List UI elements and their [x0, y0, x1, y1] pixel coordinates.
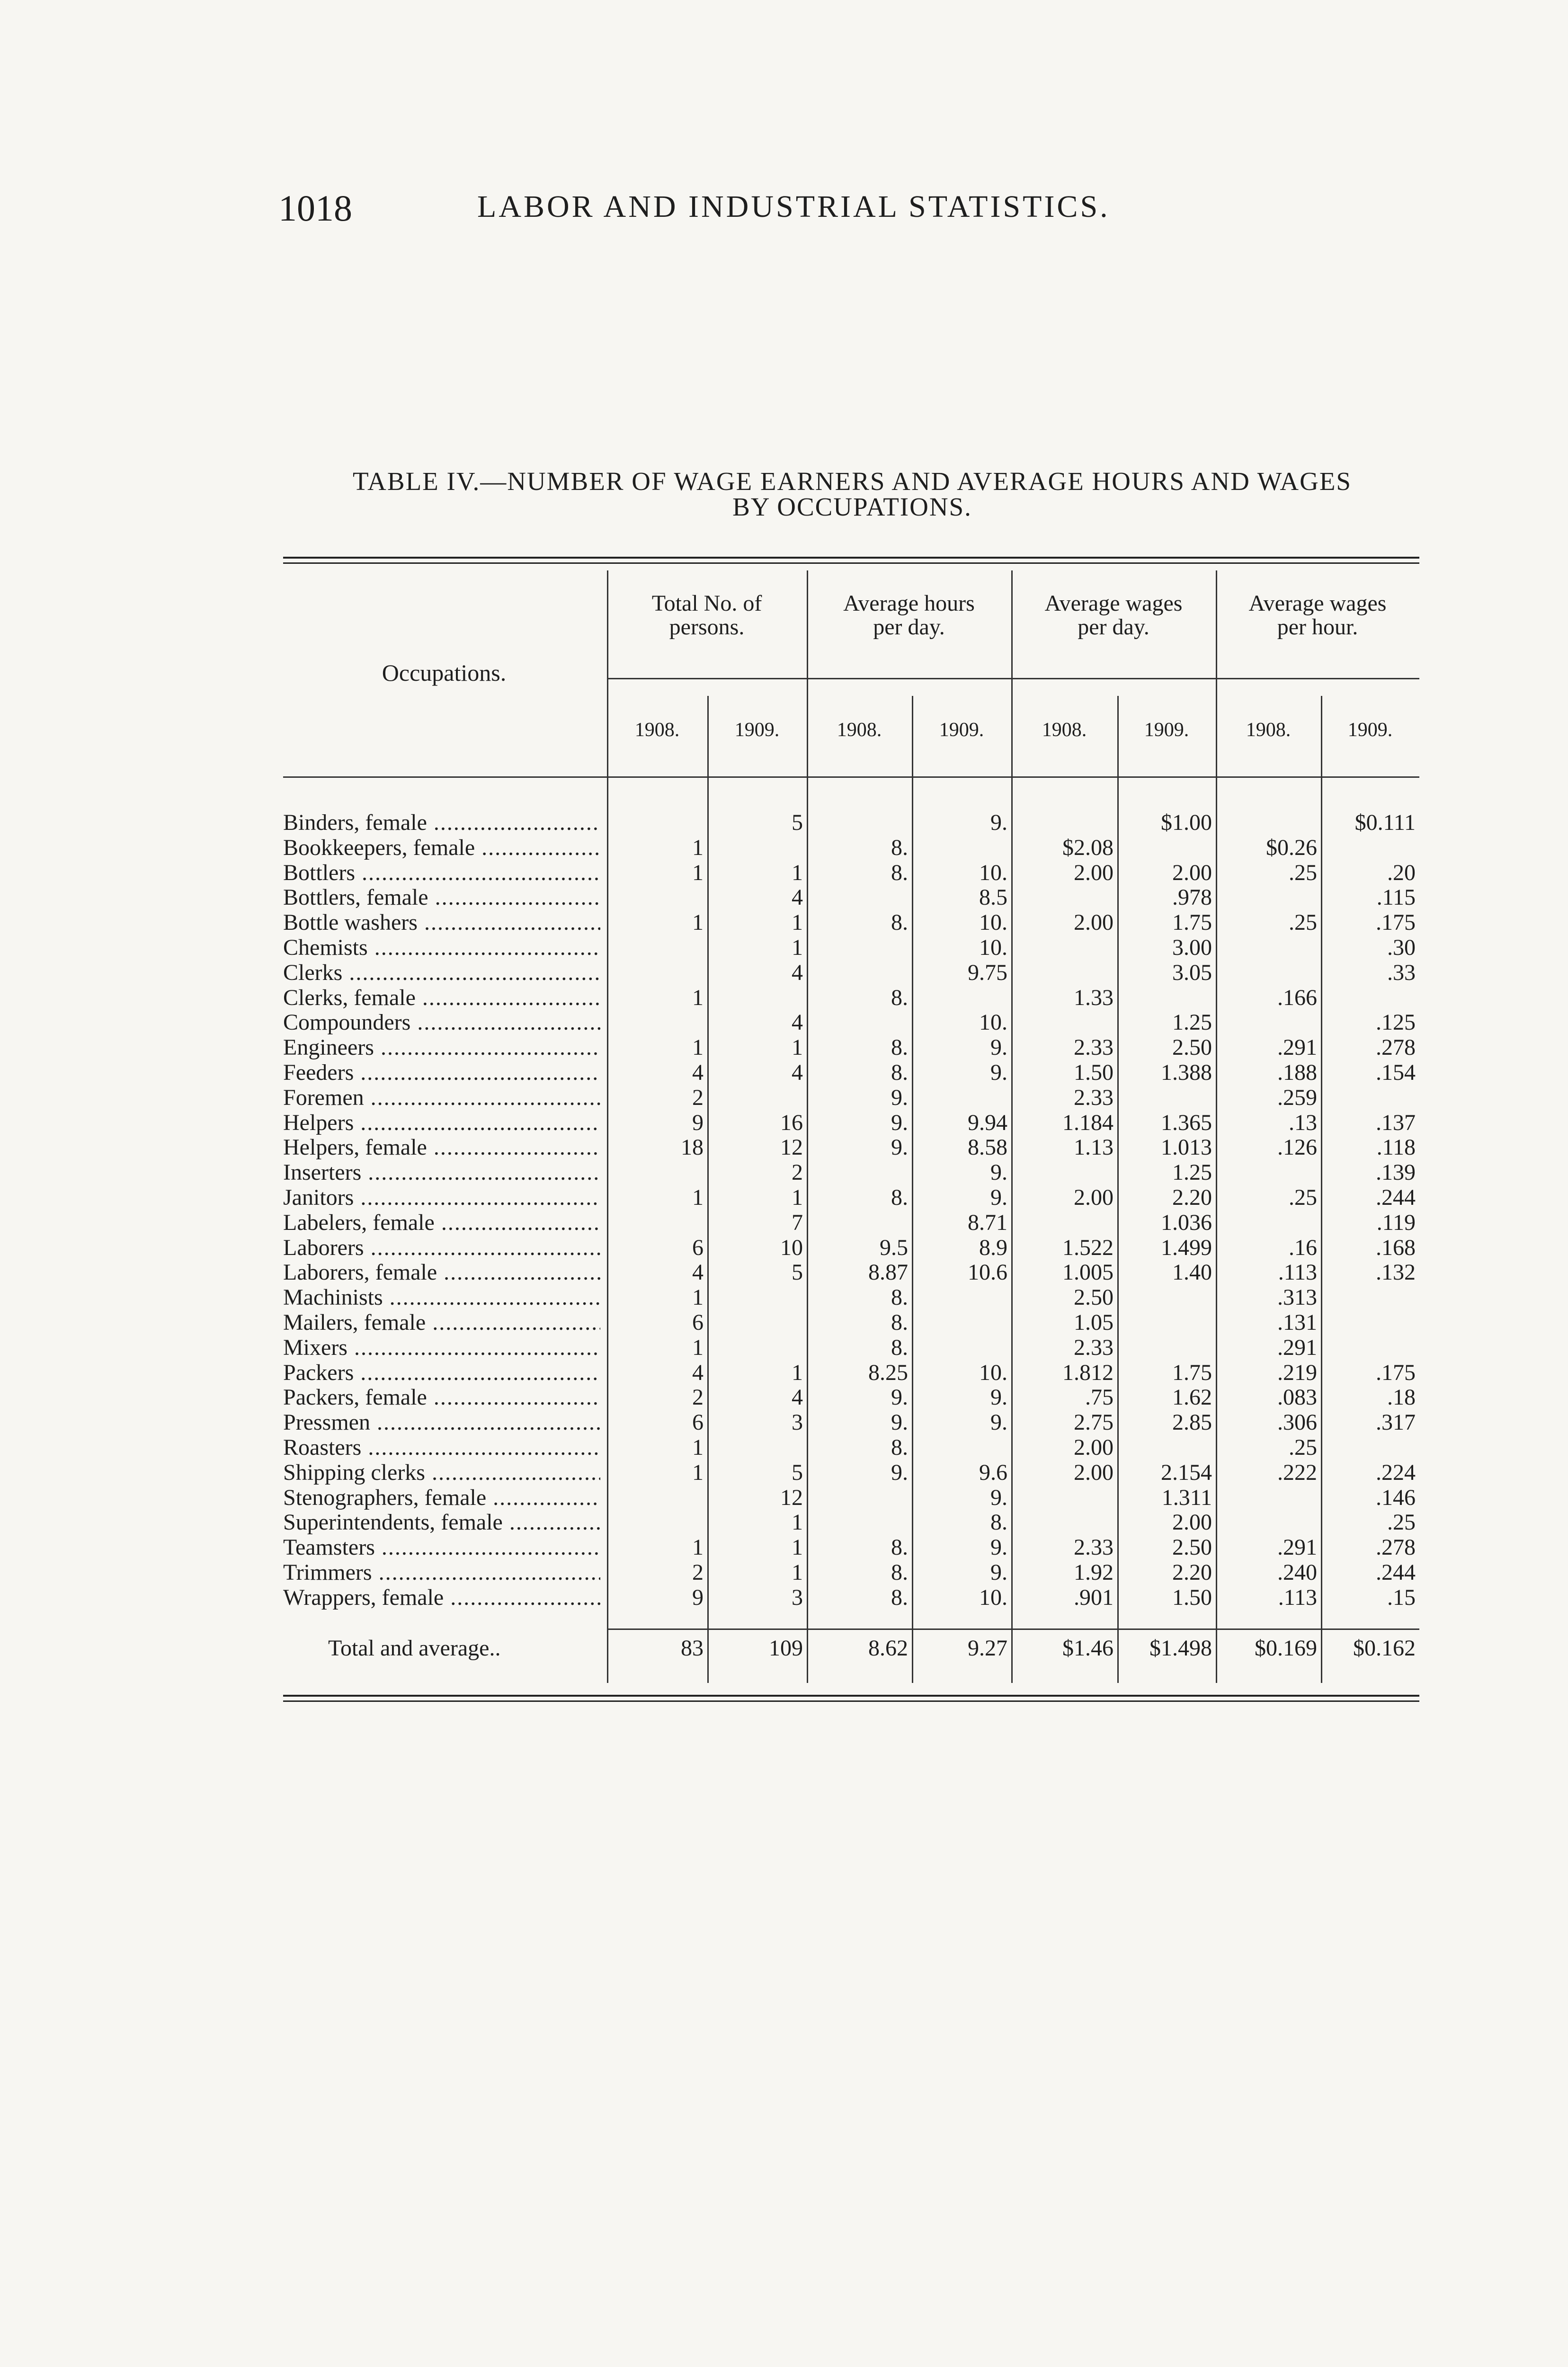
- table-cell: .118: [1376, 1135, 1416, 1160]
- top-rule: [283, 557, 1419, 559]
- table-cell: .15: [1387, 1584, 1416, 1610]
- table-cell: .25: [1289, 1184, 1317, 1210]
- table-cell: .224: [1376, 1459, 1416, 1485]
- table-cell: 1.75: [1172, 1360, 1212, 1385]
- table-cell: 10.: [979, 1010, 1007, 1035]
- total-cell: $0.169: [1255, 1636, 1317, 1661]
- table-cell: 2.50: [1172, 1535, 1212, 1560]
- total-cell: $1.498: [1149, 1636, 1212, 1661]
- group-header-wages-day: Average wages per day.: [1044, 591, 1183, 640]
- occupation-label: Mailers, female .....: [283, 1310, 600, 1335]
- occupation-label: Shipping clerks .....: [283, 1460, 600, 1486]
- table-cell: 1.62: [1172, 1385, 1212, 1410]
- total-cell: $0.162: [1353, 1636, 1416, 1661]
- table-cell: $0.26: [1266, 835, 1317, 860]
- table-row: [283, 1510, 1419, 1535]
- table-row: [283, 1160, 1419, 1185]
- occupation-label: Wrappers, female .....: [283, 1585, 600, 1611]
- table-cell: 9.75: [968, 960, 1007, 985]
- table-cell: 3: [792, 1410, 803, 1435]
- table-cell: 1.75: [1172, 910, 1212, 935]
- table-cell: 2: [792, 1160, 803, 1185]
- total-row: [283, 1634, 1419, 1663]
- table-cell: 2.00: [1074, 1459, 1114, 1485]
- table-cell: 1.13: [1074, 1135, 1114, 1160]
- table-cell: 8.: [891, 835, 908, 860]
- table-cell: .154: [1376, 1059, 1416, 1085]
- occupation-label: Bookkeepers, female .....: [283, 836, 600, 861]
- bottom-rule-2: [283, 1700, 1419, 1702]
- occupation-label: Stenographers, female .....: [283, 1486, 600, 1511]
- table-cell: .222: [1277, 1459, 1317, 1485]
- table-cell: 4: [792, 1059, 803, 1085]
- table-cell: 2.00: [1074, 860, 1114, 885]
- table-cell: 8.87: [868, 1260, 908, 1285]
- table-cell: 2.33: [1074, 1535, 1114, 1560]
- occupation-label: Foremen .....: [283, 1086, 600, 1111]
- occupation-label: Helpers, female .....: [283, 1135, 600, 1160]
- table-cell: 2: [692, 1559, 704, 1585]
- year-1908-hours: 1908.: [837, 719, 882, 741]
- table-cell: 16: [780, 1110, 803, 1135]
- table-cell: 2.00: [1074, 1434, 1114, 1460]
- table-row: [283, 1086, 1419, 1111]
- table-cell: 2.20: [1172, 1184, 1212, 1210]
- table-cell: 4: [792, 885, 803, 910]
- page-header: [278, 187, 1424, 230]
- occupation-label: Feeders .....: [283, 1060, 600, 1086]
- table-cell: 5: [792, 1260, 803, 1285]
- table-cell: 2.50: [1074, 1285, 1114, 1310]
- table-cell: 4: [792, 1010, 803, 1035]
- table-cell: 4: [792, 1385, 803, 1410]
- table-row: [283, 1435, 1419, 1460]
- occupation-label: Bottle washers .....: [283, 910, 600, 935]
- table-cell: 9.: [891, 1385, 908, 1410]
- table-cell: .33: [1387, 960, 1416, 985]
- occupation-label: Engineers .....: [283, 1035, 600, 1060]
- table-cell: .18: [1387, 1385, 1416, 1410]
- table-row: [283, 1410, 1419, 1435]
- table-cell: 9.: [990, 1385, 1007, 1410]
- table-cell: 1: [692, 860, 704, 885]
- table-row: [283, 1035, 1419, 1060]
- year-1908-wages-hour: 1908.: [1246, 719, 1291, 741]
- table-row: [283, 1060, 1419, 1086]
- occupation-label: Roasters .....: [283, 1435, 600, 1460]
- total-cell: 83: [681, 1636, 704, 1661]
- table-cell: 3.00: [1172, 934, 1212, 960]
- table-row: [283, 1560, 1419, 1585]
- table-cell: 9.: [990, 1485, 1007, 1510]
- table-cell: .132: [1376, 1260, 1416, 1285]
- table-cell: 1: [792, 1559, 803, 1585]
- year-1909-persons: 1909.: [734, 719, 780, 741]
- page-number: 1018: [278, 187, 352, 229]
- occupations-header: Occupations.: [382, 659, 507, 686]
- table-row: [283, 1010, 1419, 1035]
- table-cell: 1.036: [1161, 1210, 1212, 1235]
- table-cell: 9.: [891, 1459, 908, 1485]
- occupation-label: Machinists .....: [283, 1285, 600, 1310]
- table-cell: 1: [692, 1285, 704, 1310]
- occupation-label: Laborers .....: [283, 1236, 600, 1261]
- table-cell: .317: [1376, 1410, 1416, 1435]
- table-cell: 2: [692, 1085, 704, 1110]
- table-cell: 8.: [891, 1285, 908, 1310]
- table-cell: 8.9: [979, 1235, 1007, 1260]
- table-cell: .259: [1277, 1085, 1317, 1110]
- occupation-label: Clerks, female .....: [283, 986, 600, 1011]
- table-cell: 1: [692, 835, 704, 860]
- table-row: [283, 910, 1419, 935]
- table-cell: 8.: [891, 1184, 908, 1210]
- table-cell: .175: [1376, 1360, 1416, 1385]
- occupation-label: Binders, female .....: [283, 810, 600, 836]
- occupation-label: Trimmers .....: [283, 1560, 600, 1585]
- table-cell: 10.: [979, 1360, 1007, 1385]
- occupation-label: Pressmen .....: [283, 1410, 600, 1435]
- occupation-label: Labelers, female .....: [283, 1210, 600, 1236]
- total-cell: 9.27: [968, 1636, 1007, 1661]
- table-cell: 8.71: [968, 1210, 1007, 1235]
- table-cell: 9.94: [968, 1110, 1007, 1135]
- table-cell: 1.812: [1062, 1360, 1114, 1385]
- table-row: [283, 1385, 1419, 1410]
- group-underline: [607, 678, 1419, 679]
- table-cell: 8.25: [868, 1360, 908, 1385]
- table-cell: 1: [692, 1035, 704, 1060]
- table-row: [283, 885, 1419, 910]
- table-cell: 8.: [891, 1309, 908, 1335]
- table-cell: .75: [1085, 1385, 1114, 1410]
- table-cell: .219: [1277, 1360, 1317, 1385]
- table-cell: 1.184: [1062, 1110, 1114, 1135]
- occupation-label: Chemists .....: [283, 935, 600, 961]
- table-cell: 1.013: [1161, 1135, 1212, 1160]
- table-cell: .291: [1277, 1035, 1317, 1060]
- table-cell: 1.005: [1062, 1260, 1114, 1285]
- table-cell: .115: [1376, 885, 1416, 910]
- table-cell: 9.: [891, 1110, 908, 1135]
- table-cell: 10.: [979, 860, 1007, 885]
- table-cell: .240: [1277, 1559, 1317, 1585]
- occupation-label: Clerks .....: [283, 961, 600, 986]
- table-row: [283, 861, 1419, 886]
- table-cell: 2.75: [1074, 1410, 1114, 1435]
- table-cell: 9: [692, 1110, 704, 1135]
- table-cell: 2: [692, 1385, 704, 1410]
- table-cell: .125: [1376, 1010, 1416, 1035]
- table-row: [283, 810, 1419, 836]
- table-cell: 2.50: [1172, 1035, 1212, 1060]
- table-cell: .113: [1278, 1260, 1317, 1285]
- table-cell: .278: [1376, 1035, 1416, 1060]
- table-cell: 12: [780, 1485, 803, 1510]
- year-1909-hours: 1909.: [939, 719, 984, 741]
- table-row: [283, 1285, 1419, 1310]
- table-cell: .083: [1277, 1385, 1317, 1410]
- table-cell: 1.499: [1161, 1235, 1212, 1260]
- table-cell: .139: [1376, 1160, 1416, 1185]
- table-cell: 1.50: [1074, 1059, 1114, 1085]
- table-cell: .901: [1074, 1584, 1114, 1610]
- table-cell: .313: [1277, 1285, 1317, 1310]
- year-1908-wages-day: 1908.: [1042, 719, 1087, 741]
- table-cell: 8.: [891, 860, 908, 885]
- table-cell: 1: [792, 934, 803, 960]
- table-cell: 10.: [979, 934, 1007, 960]
- table-cell: 9.: [990, 1535, 1007, 1560]
- table-caption: [279, 469, 1425, 520]
- table-cell: .978: [1172, 885, 1212, 910]
- table-cell: .306: [1277, 1410, 1317, 1435]
- table-cell: 6: [692, 1235, 704, 1260]
- table-cell: 9.6: [979, 1459, 1007, 1485]
- table-cell: 6: [692, 1410, 704, 1435]
- table-row: [283, 1361, 1419, 1386]
- occupation-label: Packers, female .....: [283, 1385, 600, 1410]
- table-cell: 2.33: [1074, 1335, 1114, 1360]
- table-row: [283, 935, 1419, 961]
- table-cell: 12: [780, 1135, 803, 1160]
- table-cell: 1.25: [1172, 1010, 1212, 1035]
- table-cell: 5: [792, 1459, 803, 1485]
- table-cell: 1: [792, 1360, 803, 1385]
- table-row: [283, 1135, 1419, 1160]
- occupation-label: Mixers .....: [283, 1335, 600, 1361]
- table-cell: 9.: [990, 1059, 1007, 1085]
- table-cell: 1: [792, 1535, 803, 1560]
- table-cell: 3: [792, 1584, 803, 1610]
- caption-line-1: TABLE IV.—NUMBER OF WAGE EARNERS AND AVERAGE HOURS AND WAGES: [352, 467, 1352, 496]
- table-cell: 1.522: [1062, 1235, 1114, 1260]
- table-cell: 8.: [891, 1059, 908, 1085]
- occupation-label: Janitors .....: [283, 1185, 600, 1210]
- table-cell: 2.00: [1172, 860, 1212, 885]
- table-cell: 10.: [979, 1584, 1007, 1610]
- table-cell: 9.: [990, 1160, 1007, 1185]
- table-cell: 1: [692, 1434, 704, 1460]
- table-cell: 2.33: [1074, 1085, 1114, 1110]
- table-cell: 1.92: [1074, 1559, 1114, 1585]
- table-cell: 2.00: [1074, 910, 1114, 935]
- table-cell: .16: [1289, 1235, 1317, 1260]
- occupation-label: Packers .....: [283, 1361, 600, 1386]
- table-row: [283, 1585, 1419, 1611]
- table-cell: .244: [1376, 1184, 1416, 1210]
- table-cell: .25: [1289, 1434, 1317, 1460]
- table-cell: $1.00: [1161, 810, 1212, 835]
- table-row: [283, 1486, 1419, 1511]
- table-cell: 1: [792, 1510, 803, 1535]
- table-cell: .166: [1277, 985, 1317, 1010]
- table-cell: 2.00: [1074, 1184, 1114, 1210]
- table-cell: 1.40: [1172, 1260, 1212, 1285]
- table-cell: 18: [681, 1135, 704, 1160]
- table-cell: .25: [1289, 860, 1317, 885]
- table-cell: 4: [792, 960, 803, 985]
- table-cell: 1: [792, 1184, 803, 1210]
- table-row: [283, 836, 1419, 861]
- table-cell: 9.: [990, 810, 1007, 835]
- occupation-label: Inserters .....: [283, 1160, 600, 1185]
- table-row: [283, 961, 1419, 986]
- table-cell: 7: [792, 1210, 803, 1235]
- table-cell: 1: [692, 1535, 704, 1560]
- table-cell: 2.20: [1172, 1559, 1212, 1585]
- group-header-persons: Total No. of persons.: [651, 591, 762, 640]
- group-header-wages-hour: Average wages per hour.: [1248, 591, 1387, 640]
- table-cell: 10: [780, 1235, 803, 1260]
- table-cell: 3.05: [1172, 960, 1212, 985]
- occupation-label: Compounders .....: [283, 1010, 600, 1035]
- table-cell: 6: [692, 1309, 704, 1335]
- table-cell: 8.: [990, 1510, 1007, 1535]
- year-1909-wages-hour: 1909.: [1347, 719, 1393, 741]
- top-rule-2: [283, 562, 1419, 564]
- group-header-hours: Average hours per day.: [843, 591, 975, 640]
- table-cell: 8.: [891, 1335, 908, 1360]
- table-cell: 2.00: [1172, 1510, 1212, 1535]
- table-cell: 2.33: [1074, 1035, 1114, 1060]
- table-cell: 8.: [891, 1584, 908, 1610]
- table-body: [283, 810, 1419, 1611]
- table-cell: 4: [692, 1260, 704, 1285]
- table-cell: 9.: [891, 1135, 908, 1160]
- total-cell: 8.62: [868, 1636, 908, 1661]
- table-cell: 5: [792, 810, 803, 835]
- occupation-label: Helpers .....: [283, 1111, 600, 1136]
- table-cell: 1: [692, 1459, 704, 1485]
- header-bottom-rule: [283, 776, 1419, 778]
- table-cell: 9: [692, 1584, 704, 1610]
- table-row: [283, 986, 1419, 1011]
- table-cell: 2.154: [1161, 1459, 1212, 1485]
- table-cell: .126: [1277, 1135, 1317, 1160]
- table-cell: .146: [1376, 1485, 1416, 1510]
- table-cell: $2.08: [1062, 835, 1114, 860]
- table-cell: 2.85: [1172, 1410, 1212, 1435]
- table-cell: 9.: [990, 1559, 1007, 1585]
- table-cell: .113: [1278, 1584, 1317, 1610]
- table-cell: 8.: [891, 1559, 908, 1585]
- total-cell: $1.46: [1062, 1636, 1114, 1661]
- table-cell: .175: [1376, 910, 1416, 935]
- occupation-label: Teamsters .....: [283, 1535, 600, 1560]
- table-cell: 10.6: [968, 1260, 1007, 1285]
- table-cell: 4: [692, 1059, 704, 1085]
- table-cell: 1: [692, 1335, 704, 1360]
- table-cell: 8.58: [968, 1135, 1007, 1160]
- table-cell: .13: [1289, 1110, 1317, 1135]
- table-cell: .291: [1277, 1335, 1317, 1360]
- running-title: LABOR AND INDUSTRIAL STATISTICS.: [477, 189, 1110, 224]
- bottom-rule: [283, 1695, 1419, 1697]
- year-1909-wages-day: 1909.: [1144, 719, 1189, 741]
- table-cell: 8.: [891, 1535, 908, 1560]
- table-cell: .20: [1387, 860, 1416, 885]
- table-cell: 9.: [891, 1085, 908, 1110]
- table-cell: $0.111: [1354, 810, 1416, 835]
- table-cell: 4: [692, 1360, 704, 1385]
- table-cell: 9.: [891, 1410, 908, 1435]
- table-row: [283, 1260, 1419, 1285]
- table-cell: .168: [1376, 1235, 1416, 1260]
- table-cell: 1: [692, 1184, 704, 1210]
- table-row: [283, 1310, 1419, 1335]
- table-cell: 1.33: [1074, 985, 1114, 1010]
- table-cell: .30: [1387, 934, 1416, 960]
- table-cell: .25: [1387, 1510, 1416, 1535]
- table-cell: .137: [1376, 1110, 1416, 1135]
- table-cell: 1.25: [1172, 1160, 1212, 1185]
- table-cell: 9.: [990, 1184, 1007, 1210]
- table-cell: 9.: [990, 1410, 1007, 1435]
- table-cell: 1.311: [1161, 1485, 1212, 1510]
- table-cell: .119: [1376, 1210, 1416, 1235]
- table-cell: 1: [792, 910, 803, 935]
- occupation-label: Bottlers .....: [283, 861, 600, 886]
- occupation-label: Superintendents, female .....: [283, 1510, 600, 1535]
- table-row: [283, 1185, 1419, 1210]
- table-cell: 1: [792, 1035, 803, 1060]
- table-cell: 9.: [990, 1035, 1007, 1060]
- table-row: [283, 1236, 1419, 1261]
- table-cell: 8.5: [979, 885, 1007, 910]
- table-row: [283, 1335, 1419, 1361]
- table-cell: .291: [1277, 1535, 1317, 1560]
- table-cell: 10.: [979, 910, 1007, 935]
- year-1908-persons: 1908.: [634, 719, 680, 741]
- table-cell: 9.5: [880, 1235, 908, 1260]
- occupation-label: Bottlers, female .....: [283, 885, 600, 910]
- table-cell: 1.05: [1074, 1309, 1114, 1335]
- table-cell: 1: [692, 910, 704, 935]
- table-cell: 1: [692, 985, 704, 1010]
- table-row: [283, 1535, 1419, 1560]
- table-cell: 8.: [891, 1035, 908, 1060]
- table-cell: .278: [1376, 1535, 1416, 1560]
- table-cell: .131: [1277, 1309, 1317, 1335]
- table-cell: 1: [792, 860, 803, 885]
- table-cell: 8.: [891, 1434, 908, 1460]
- total-separator: [607, 1628, 1419, 1630]
- occupation-label: Laborers, female .....: [283, 1260, 600, 1285]
- table-row: [283, 1210, 1419, 1236]
- table-cell: 1.388: [1161, 1059, 1212, 1085]
- table-cell: .25: [1289, 910, 1317, 935]
- caption-line-2: BY OCCUPATIONS.: [732, 492, 972, 521]
- total-label: Total and average..: [328, 1636, 501, 1661]
- table-cell: .188: [1277, 1059, 1317, 1085]
- table-row: [283, 1460, 1419, 1486]
- table-cell: 1.50: [1172, 1584, 1212, 1610]
- table-cell: 8.: [891, 985, 908, 1010]
- table-cell: 1.365: [1161, 1110, 1212, 1135]
- total-cell: 109: [769, 1636, 803, 1661]
- table-cell: 8.: [891, 910, 908, 935]
- table-cell: .244: [1376, 1559, 1416, 1585]
- table-row: [283, 1111, 1419, 1136]
